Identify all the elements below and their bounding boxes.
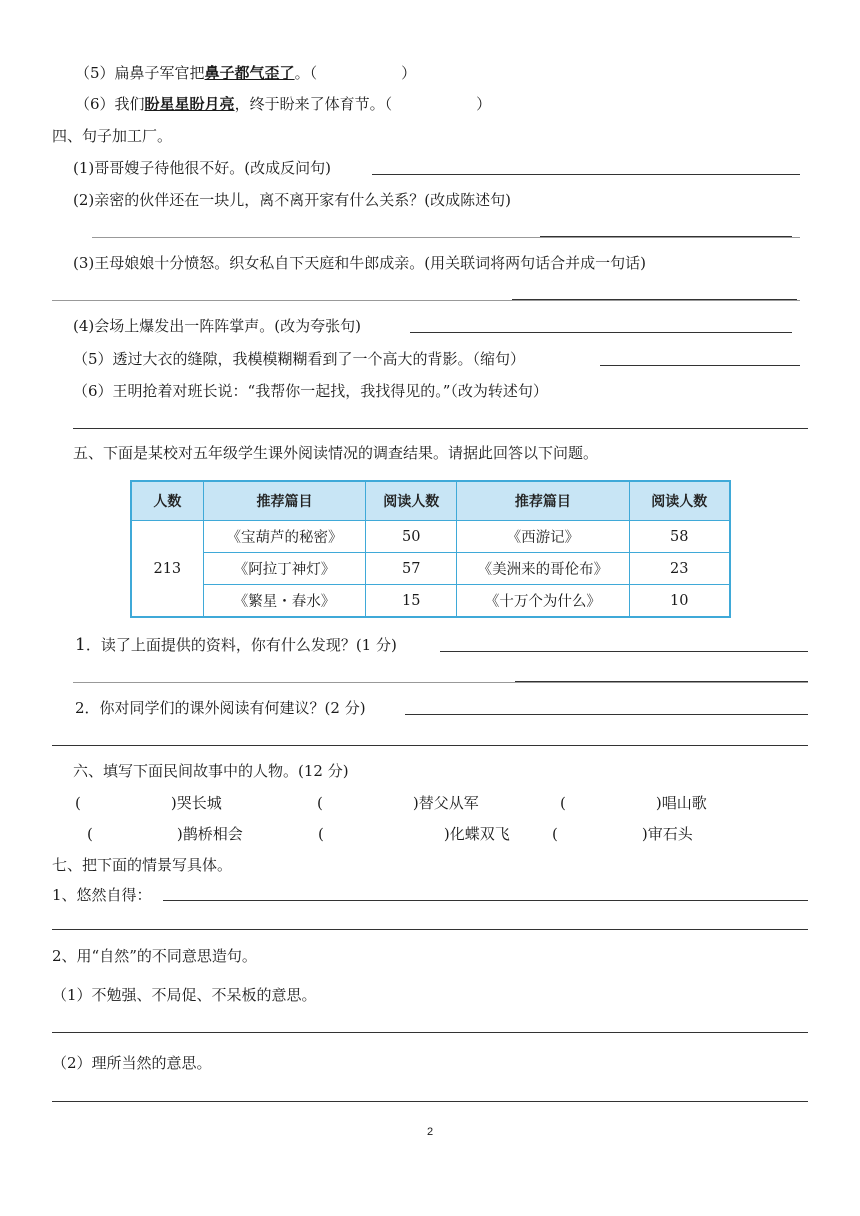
header-count: 人数 bbox=[131, 481, 203, 521]
s5-q1: 1．读了上面提供的资料，你有什么发现？(1 分) bbox=[75, 635, 397, 655]
s4-q1-answer-line[interactable] bbox=[372, 174, 800, 175]
s5-q1-answer-line[interactable] bbox=[440, 651, 808, 652]
header-title-1: 推荐篇目 bbox=[203, 481, 366, 521]
q3-5: （5）扁鼻子军官把鼻子都气歪了。（ ） bbox=[75, 64, 417, 82]
book-title: 《十万个为什么》 bbox=[457, 585, 629, 618]
book-title: 《美洲来的哥伦布》 bbox=[457, 553, 629, 585]
q3-5-emphasis: 鼻子都气歪了 bbox=[204, 64, 295, 82]
book-title: 《西游记》 bbox=[457, 521, 629, 553]
folk-item-2: ( )替父从军 bbox=[317, 794, 479, 812]
folk-item-4: ( )鹊桥相会 bbox=[87, 825, 243, 843]
section5-title: 五、下面是某校对五年级学生课外阅读情况的调查结果。请据此回答以下问题。 bbox=[73, 444, 599, 462]
header-title-2: 推荐篇目 bbox=[457, 481, 629, 521]
reader-count: 15 bbox=[366, 585, 457, 618]
s4-q5-answer-line[interactable] bbox=[600, 365, 800, 366]
s5-q1-answer-line-2[interactable] bbox=[73, 682, 808, 683]
book-title: 《宝葫芦的秘密》 bbox=[203, 521, 366, 553]
total-count: 213 bbox=[131, 521, 203, 618]
s5-q2-answer-line-2[interactable] bbox=[52, 745, 808, 746]
s4-q2-answer-line-bold bbox=[540, 236, 792, 237]
s7-q2b: （2）理所当然的意思。 bbox=[52, 1054, 212, 1072]
section4-title: 四、句子加工厂。 bbox=[52, 127, 173, 145]
table-row bbox=[131, 521, 730, 553]
folk-item-1: ( )哭长城 bbox=[75, 794, 222, 812]
s7-q2b-answer-line[interactable] bbox=[52, 1101, 808, 1102]
s7-q2a: （1）不勉强、不局促、不呆板的意思。 bbox=[52, 986, 317, 1004]
s7-q2a-answer-line[interactable] bbox=[52, 1032, 808, 1033]
section7-title: 七、把下面的情景写具体。 bbox=[52, 856, 233, 874]
reader-count: 58 bbox=[629, 521, 730, 553]
s4-q6: （6）王明抢着对班长说：“我帮你一起找，我找得见的。”（改为转述句） bbox=[73, 382, 548, 400]
header-readers-2: 阅读人数 bbox=[629, 481, 730, 521]
reader-count: 23 bbox=[629, 553, 730, 585]
s4-q3-answer-line-bold bbox=[512, 299, 797, 300]
table-header-row bbox=[131, 481, 730, 521]
page-number: 2 bbox=[426, 1126, 434, 1138]
s5-q2: 2．你对同学们的课外阅读有何建议？(2 分) bbox=[75, 699, 366, 717]
q3-6-emphasis: 盼星星盼月亮 bbox=[144, 95, 235, 113]
folk-item-6: ( )审石头 bbox=[552, 825, 693, 843]
s5-q2-answer-line[interactable] bbox=[405, 714, 808, 715]
s4-q2-answer-line[interactable] bbox=[92, 237, 800, 238]
s4-q2: (2)亲密的伙伴还在一块儿，离不离开家有什么关系？(改成陈述句) bbox=[73, 191, 511, 209]
book-title: 《繁星・春水》 bbox=[203, 585, 366, 618]
s4-q3-answer-line[interactable] bbox=[52, 300, 800, 301]
s5-q1-answer-line-2-bold bbox=[515, 681, 808, 682]
s4-q4-answer-line[interactable] bbox=[410, 332, 792, 333]
table-row bbox=[131, 553, 730, 585]
s7-q1-answer-line-2[interactable] bbox=[52, 929, 808, 930]
header-readers-1: 阅读人数 bbox=[366, 481, 457, 521]
folk-item-3: ( )唱山歌 bbox=[560, 794, 707, 812]
s7-q1: 1、悠然自得： bbox=[52, 886, 152, 904]
reading-survey-table bbox=[130, 480, 731, 618]
table-row bbox=[131, 585, 730, 618]
book-title: 《阿拉丁神灯》 bbox=[203, 553, 366, 585]
reader-count: 10 bbox=[629, 585, 730, 618]
s7-q1-answer-line[interactable] bbox=[163, 900, 808, 901]
s4-q1: (1)哥哥嫂子待他很不好。(改成反问句) bbox=[73, 159, 331, 177]
section6-title: 六、填写下面民间故事中的人物。(12 分) bbox=[73, 762, 349, 780]
s4-q5: （5）透过大衣的缝隙，我模模糊糊看到了一个高大的背影。（缩句） bbox=[73, 350, 526, 368]
reader-count: 50 bbox=[366, 521, 457, 553]
s7-q2: 2、用“自然”的不同意思造句。 bbox=[52, 947, 257, 965]
folk-item-5: ( )化蝶双飞 bbox=[318, 825, 510, 843]
s4-q4: (4)会场上爆发出一阵阵掌声。(改为夸张句) bbox=[73, 317, 361, 335]
s4-q6-answer-line[interactable] bbox=[73, 428, 808, 429]
s4-q3: (3)王母娘娘十分愤怒。织女私自下天庭和牛郎成亲。(用关联词将两句话合并成一句话) bbox=[73, 254, 646, 272]
reader-count: 57 bbox=[366, 553, 457, 585]
q3-6: （6）我们盼星星盼月亮，终于盼来了体育节。（ ） bbox=[75, 95, 492, 113]
